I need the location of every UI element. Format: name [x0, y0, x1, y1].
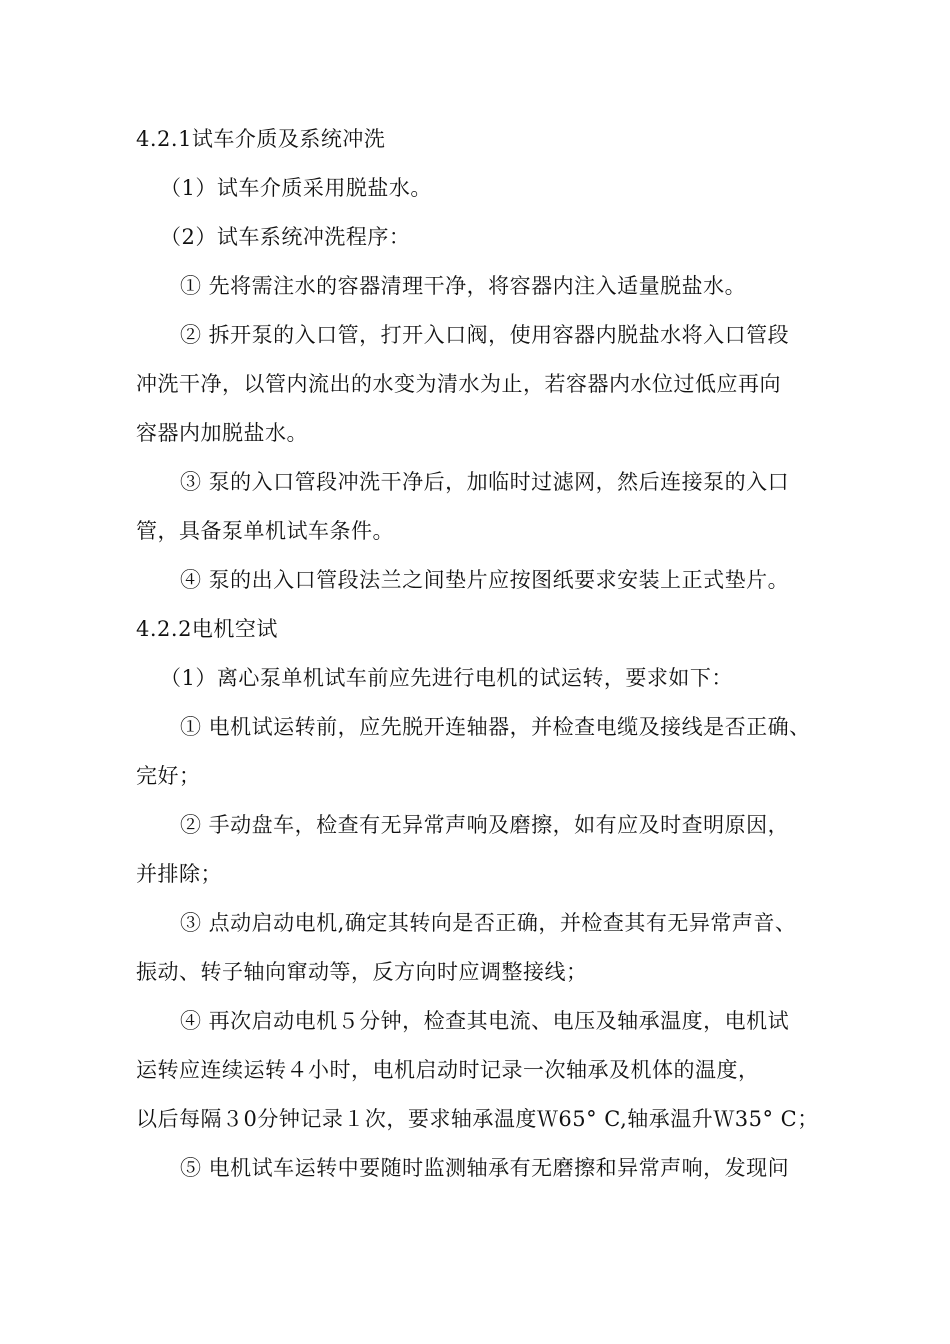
section-heading-4-2-2: 4.2.2电机空试	[136, 617, 278, 641]
list-item-line: ④ 再次启动电机５分钟，检查其电流、电压及轴承温度，电机试	[180, 1009, 790, 1033]
paragraph-line: （1）离心泵单机试车前应先进行电机的试运转，要求如下：	[160, 666, 733, 690]
paragraph-line: 并排除；	[136, 862, 222, 886]
list-item-line: ① 先将需注水的容器清理干净，将容器内注入适量脱盐水。	[180, 274, 747, 298]
list-item-line: ② 拆开泵的入口管，打开入口阀，使用容器内脱盐水将入口管段	[180, 323, 790, 347]
paragraph-line: （2）试车系统冲洗程序：	[160, 225, 411, 249]
list-item-line: ③ 泵的入口管段冲洗干净后，加临时过滤网，然后连接泵的入口	[180, 470, 790, 494]
paragraph-line: 管，具备泵单机试车条件。	[136, 519, 394, 543]
paragraph-line: 冲洗干净，以管内流出的水变为清水为止，若容器内水位过低应再向	[136, 372, 781, 396]
paragraph-line: （1）试车介质采用脱盐水。	[160, 176, 432, 200]
paragraph-line: 振动、转子轴向窜动等，反方向时应调整接线；	[136, 960, 588, 984]
paragraph-line: 运转应连续运转４小时，电机启动时记录一次轴承及机体的温度，	[136, 1058, 760, 1082]
paragraph-line: 容器内加脱盐水。	[136, 421, 308, 445]
list-item-line: ② 手动盘车，检查有无异常声响及磨擦，如有应及时查明原因，	[180, 813, 790, 837]
list-item-line: ⑤ 电机试车运转中要随时监测轴承有无磨擦和异常声响，发现问	[180, 1156, 790, 1180]
paragraph-line: 以后每隔３0分钟记录１次，要求轴承温度Ｗ65° C,轴承温升Ｗ35° C；	[136, 1107, 819, 1131]
list-item-line: ④ 泵的出入口管段法兰之间垫片应按图纸要求安装上正式垫片。	[180, 568, 790, 592]
paragraph-line: 完好；	[136, 764, 201, 788]
list-item-line: ③ 点动启动电机,确定其转向是否正确，并检查其有无异常声音、	[180, 911, 797, 935]
list-item-line: ① 电机试运转前，应先脱开连轴器，并检查电缆及接线是否正确、	[180, 715, 811, 739]
section-heading-4-2-1: 4.2.1试车介质及系统冲洗	[136, 127, 386, 151]
